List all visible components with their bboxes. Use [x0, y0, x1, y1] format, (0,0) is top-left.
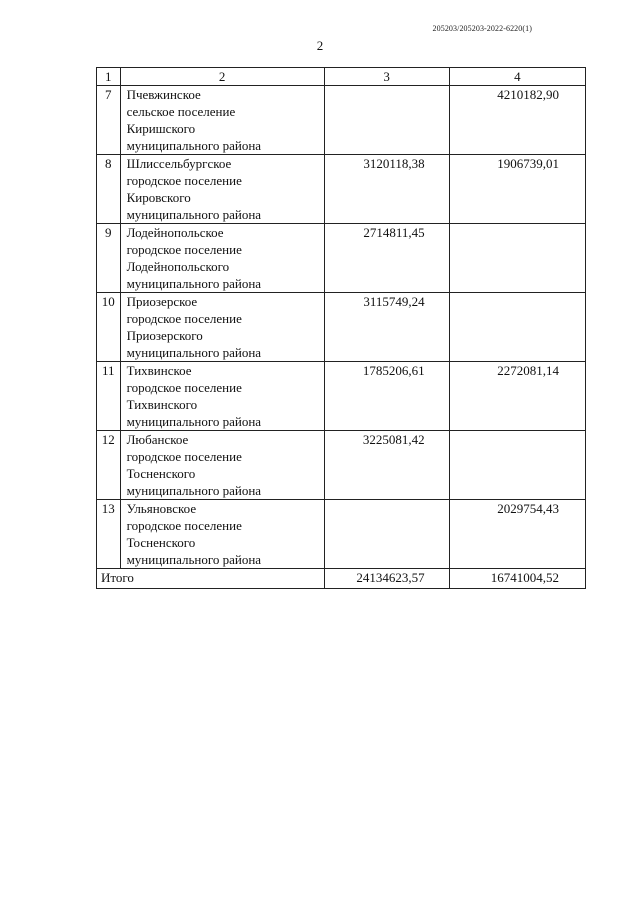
value-column-4	[449, 293, 585, 362]
settlement-name-line: Тосненского	[126, 535, 196, 550]
settlement-name-line: Любанское	[126, 432, 189, 447]
settlement-name-line: муниципального района	[126, 552, 262, 567]
column-header-3: 3	[324, 68, 449, 86]
settlement-name-line: городское поселение	[126, 449, 242, 464]
row-number: 8	[97, 155, 121, 224]
row-number: 12	[97, 431, 121, 500]
settlement-name-line: городское поселение	[126, 242, 242, 257]
value-column-4: 2029754,43	[449, 500, 585, 569]
table-row	[97, 224, 586, 293]
column-header-1: 1	[97, 68, 121, 86]
table-header-row	[97, 68, 586, 86]
total-row	[97, 569, 586, 589]
value-column-3	[324, 500, 449, 569]
value-column-4: 2272081,14	[449, 362, 585, 431]
settlement-name-line: Шлиссельбургское	[126, 156, 232, 171]
settlement-name-line: городское поселение	[126, 311, 242, 326]
settlement-name-line: Тосненского	[126, 466, 196, 481]
settlement-name-line: Приозерского	[126, 328, 203, 343]
settlement-name-line: Приозерское	[126, 294, 198, 309]
value-column-3: 3115749,24	[324, 293, 449, 362]
settlement-name-line: Тихвинское	[126, 363, 192, 378]
table-body	[97, 86, 586, 589]
value-column-3: 3225081,42	[324, 431, 449, 500]
table-row	[97, 155, 586, 224]
data-table	[96, 67, 586, 589]
document-id: 205203/205203-2022-6220(1)	[432, 24, 532, 33]
table-row	[97, 500, 586, 569]
value-column-4: 1906739,01	[449, 155, 585, 224]
value-column-3	[324, 86, 449, 155]
settlement-name	[120, 293, 324, 362]
table-row	[97, 362, 586, 431]
settlement-name-line: сельское поселение	[126, 104, 236, 119]
settlement-name-line: муниципального района	[126, 138, 262, 153]
row-number: 9	[97, 224, 121, 293]
settlement-name	[120, 224, 324, 293]
settlement-name-line: Киришского	[126, 121, 196, 136]
table-row	[97, 293, 586, 362]
settlement-name-line: Лодейнопольского	[126, 259, 230, 274]
value-column-4	[449, 431, 585, 500]
settlement-name-line: Кировского	[126, 190, 191, 205]
page-number: 2	[316, 38, 324, 53]
row-number: 11	[97, 362, 121, 431]
settlement-name	[120, 155, 324, 224]
total-value-column-4: 16741004,52	[449, 569, 585, 589]
column-header-4: 4	[449, 68, 585, 86]
value-column-3: 1785206,61	[324, 362, 449, 431]
settlement-name-line: Лодейнопольское	[126, 225, 224, 240]
settlement-name-line: муниципального района	[126, 414, 262, 429]
settlement-name-line: Ульяновское	[126, 501, 197, 516]
settlement-name-line: муниципального района	[126, 483, 262, 498]
settlement-name	[120, 431, 324, 500]
settlement-name-line: Тихвинского	[126, 397, 198, 412]
settlement-name	[120, 362, 324, 431]
row-number: 13	[97, 500, 121, 569]
row-number: 7	[97, 86, 121, 155]
value-column-3: 2714811,45	[324, 224, 449, 293]
column-header-2: 2	[120, 68, 324, 86]
table-row	[97, 86, 586, 155]
settlement-name	[120, 86, 324, 155]
table-row	[97, 431, 586, 500]
total-label: Итого	[97, 569, 325, 589]
total-value-column-3: 24134623,57	[324, 569, 449, 589]
value-column-4: 4210182,90	[449, 86, 585, 155]
row-number: 10	[97, 293, 121, 362]
settlement-name-line: городское поселение	[126, 173, 242, 188]
settlement-name-line: городское поселение	[126, 518, 242, 533]
settlement-name	[120, 500, 324, 569]
settlement-name-line: городское поселение	[126, 380, 242, 395]
settlement-name-line: муниципального района	[126, 276, 262, 291]
settlement-name-line: Пчевжинское	[126, 87, 201, 102]
settlement-name-line: муниципального района	[126, 345, 262, 360]
value-column-4	[449, 224, 585, 293]
value-column-3: 3120118,38	[324, 155, 449, 224]
settlement-name-line: муниципального района	[126, 207, 262, 222]
